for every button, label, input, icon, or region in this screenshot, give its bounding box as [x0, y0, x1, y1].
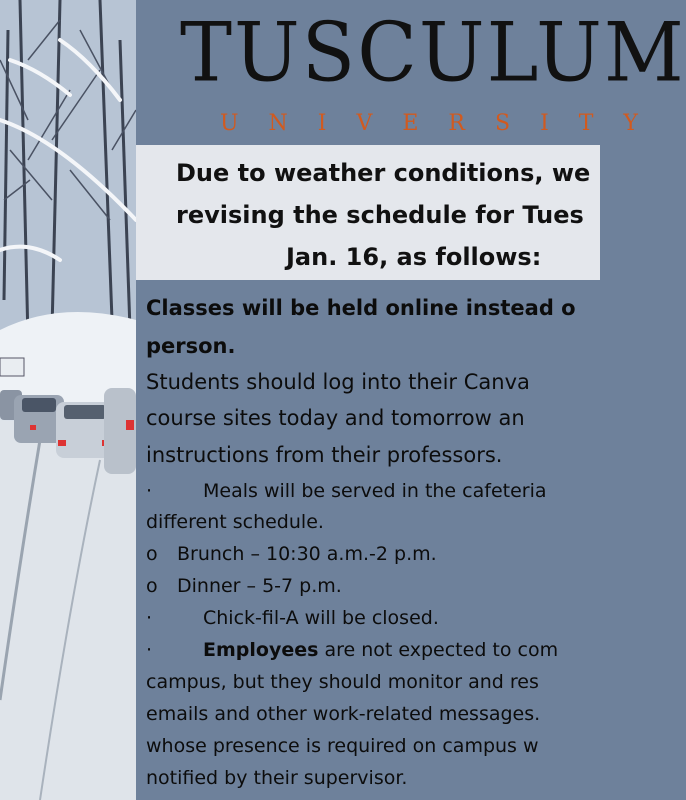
meals-bullet: · — [146, 480, 153, 502]
brunch-marker: o — [146, 543, 158, 565]
employees-line-2: campus, but they should monitor and res — [146, 671, 539, 693]
chick-line: Chick-fil-A will be closed. — [203, 607, 439, 629]
chick-bullet: · — [146, 607, 153, 629]
announcement-panel — [136, 0, 686, 800]
snowy-road-photo — [0, 0, 136, 800]
meals-line-1: Meals will be served in the cafeteria — [203, 480, 547, 502]
classes-line-1: Classes will be held online instead o — [146, 296, 576, 320]
meals-line-2: different schedule. — [146, 511, 324, 533]
university-logo — [136, 0, 686, 145]
headline-line-2: revising the schedule for Tues — [176, 201, 584, 229]
brunch-line: Brunch – 10:30 a.m.-2 p.m. — [177, 543, 437, 565]
logo-subtitle: UNIVERSITY — [220, 111, 668, 136]
employees-line-1 — [203, 639, 558, 661]
employees-line-4: whose presence is required on campus w — [146, 735, 539, 757]
students-line-1: Students should log into their Canva — [146, 370, 530, 394]
students-line-3: instructions from their professors. — [146, 443, 503, 467]
employees-line-1-rest: are not expected to com — [318, 639, 559, 661]
employees-bullet: · — [146, 639, 153, 661]
dinner-line: Dinner – 5-7 p.m. — [177, 575, 342, 597]
employees-line-3: emails and other work-related messages. — [146, 703, 541, 725]
classes-line-2: person. — [146, 334, 236, 358]
headline-line-1: Due to weather conditions, we — [176, 159, 591, 187]
logo-wordmark: TUSCULUM — [180, 5, 686, 101]
dinner-marker: o — [146, 575, 158, 597]
employees-bold-label: Employees — [203, 639, 319, 661]
students-line-2: course sites today and tomorrow an — [146, 406, 525, 430]
employees-line-5: notified by their supervisor. — [146, 767, 408, 789]
headline-box — [136, 145, 600, 280]
headline-line-3: Jan. 16, as follows: — [286, 243, 542, 271]
